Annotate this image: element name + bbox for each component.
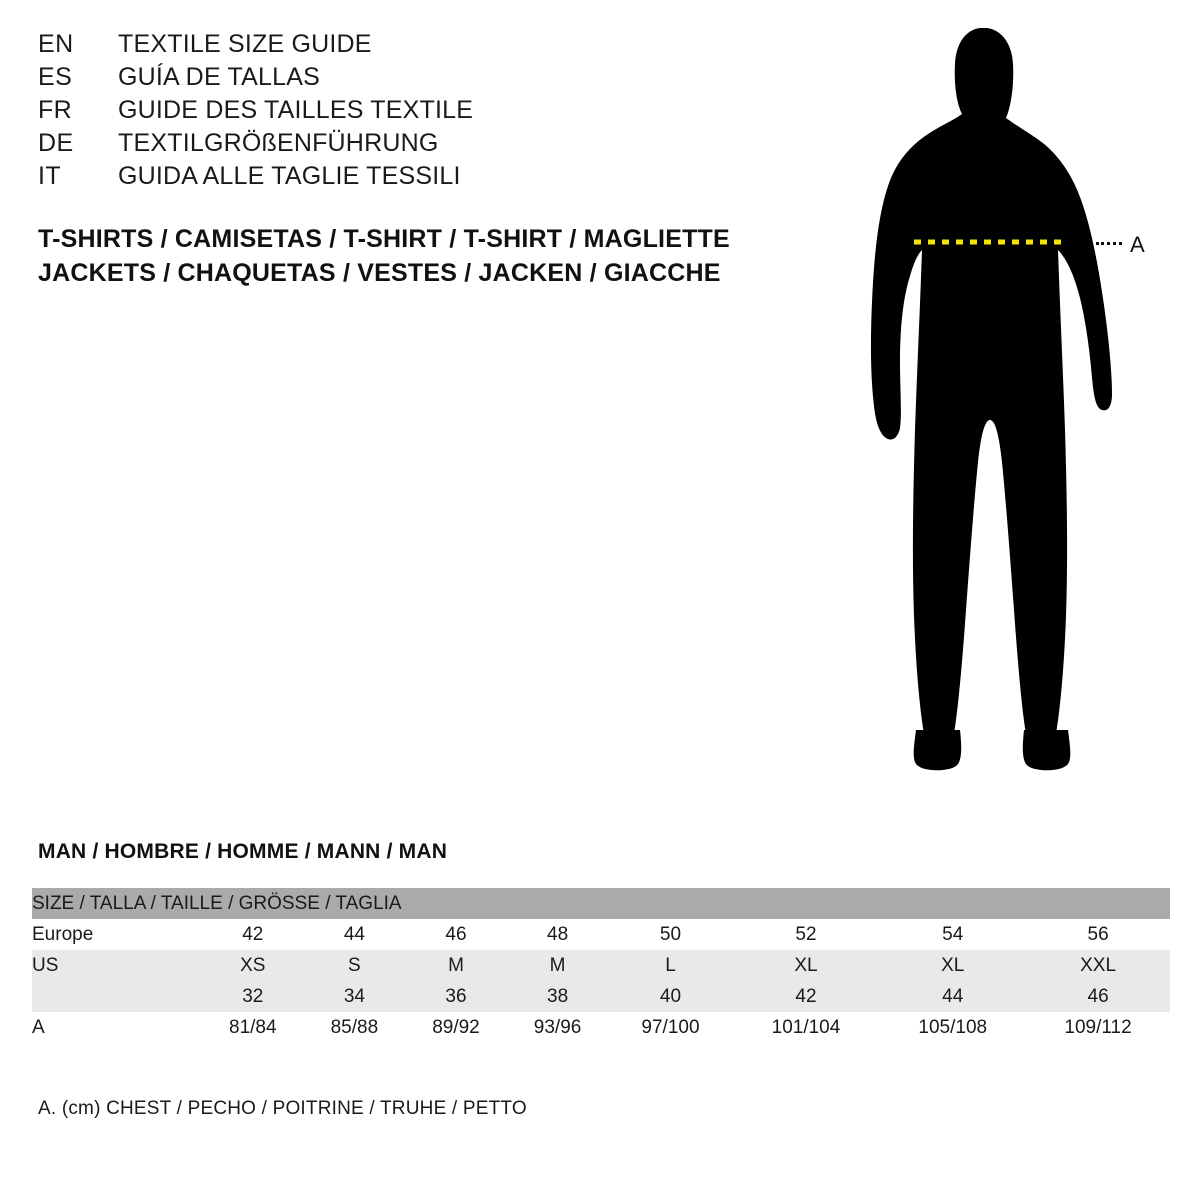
cell-value: 52: [733, 919, 880, 950]
language-title: TEXTILE SIZE GUIDE: [118, 30, 372, 58]
row-label: A: [32, 1012, 202, 1043]
cell-value: 101/104: [733, 1012, 880, 1043]
cell-value: 85/88: [304, 1012, 406, 1043]
table-row: [32, 1012, 1170, 1043]
cell-value: 44: [879, 981, 1026, 1012]
cell-value: 42: [202, 919, 304, 950]
language-code: EN: [38, 30, 74, 58]
cell-value: 48: [507, 919, 609, 950]
table-header-row: [32, 888, 1170, 919]
category-list: [38, 222, 730, 290]
language-code: IT: [38, 162, 62, 190]
cell-value: 42: [733, 981, 880, 1012]
cell-value: 56: [1026, 919, 1170, 950]
row-label: [32, 981, 202, 1012]
measure-label-a: A: [1130, 232, 1145, 257]
cell-value: 81/84: [202, 1012, 304, 1043]
cell-value: 36: [405, 981, 507, 1012]
language-row: [38, 96, 758, 129]
language-code: FR: [38, 96, 73, 124]
body-silhouette-icon: [830, 10, 1170, 790]
language-code: ES: [38, 63, 73, 91]
language-row: [38, 30, 758, 63]
table-row: [32, 950, 1170, 981]
language-title: GUÍA DE TALLAS: [118, 63, 320, 91]
cell-value: 97/100: [608, 1012, 732, 1043]
language-title: GUIDE DES TAILLES TEXTILE: [118, 96, 474, 124]
cell-value: XXL: [1026, 950, 1170, 981]
cell-value: 38: [507, 981, 609, 1012]
language-title: GUIDA ALLE TAGLIE TESSILI: [118, 162, 461, 190]
cell-value: 34: [304, 981, 406, 1012]
language-row: [38, 162, 758, 195]
cell-value: 46: [405, 919, 507, 950]
cell-value: 50: [608, 919, 732, 950]
table-row: [32, 919, 1170, 950]
body-silhouette-figure: [830, 10, 1170, 790]
language-row: [38, 129, 758, 162]
cell-value: M: [405, 950, 507, 981]
cell-value: L: [608, 950, 732, 981]
language-row: [38, 63, 758, 96]
cell-value: S: [304, 950, 406, 981]
table-header-label: SIZE / TALLA / TAILLE / GRÖSSE / TAGLIA: [32, 888, 1170, 919]
cell-value: 46: [1026, 981, 1170, 1012]
row-label: Europe: [32, 919, 202, 950]
language-code: DE: [38, 129, 74, 157]
cell-value: M: [507, 950, 609, 981]
cell-value: 89/92: [405, 1012, 507, 1043]
row-label: US: [32, 950, 202, 981]
cell-value: 44: [304, 919, 406, 950]
cell-value: 54: [879, 919, 1026, 950]
cell-value: XS: [202, 950, 304, 981]
cell-value: 40: [608, 981, 732, 1012]
cell-value: XL: [733, 950, 880, 981]
category-jackets: JACKETS / CHAQUETAS / VESTES / JACKEN / GIACCHE: [38, 259, 721, 287]
cell-value: 105/108: [879, 1012, 1026, 1043]
size-table: [32, 888, 1170, 1043]
footnote-chest: A. (cm) CHEST / PECHO / POITRINE / TRUHE / PETTO: [38, 1098, 527, 1119]
cell-value: XL: [879, 950, 1026, 981]
table-row: [32, 981, 1170, 1012]
language-list: [38, 30, 758, 195]
cell-value: 32: [202, 981, 304, 1012]
category-tshirts: T-SHIRTS / CAMISETAS / T-SHIRT / T-SHIRT / MAGLIETTE: [38, 225, 730, 253]
cell-value: 109/112: [1026, 1012, 1170, 1043]
section-title-man: MAN / HOMBRE / HOMME / MANN / MAN: [38, 840, 448, 863]
measure-leader-line: [1096, 242, 1122, 245]
cell-value: 93/96: [507, 1012, 609, 1043]
language-title: TEXTILGRÖßENFÜHRUNG: [118, 129, 439, 157]
